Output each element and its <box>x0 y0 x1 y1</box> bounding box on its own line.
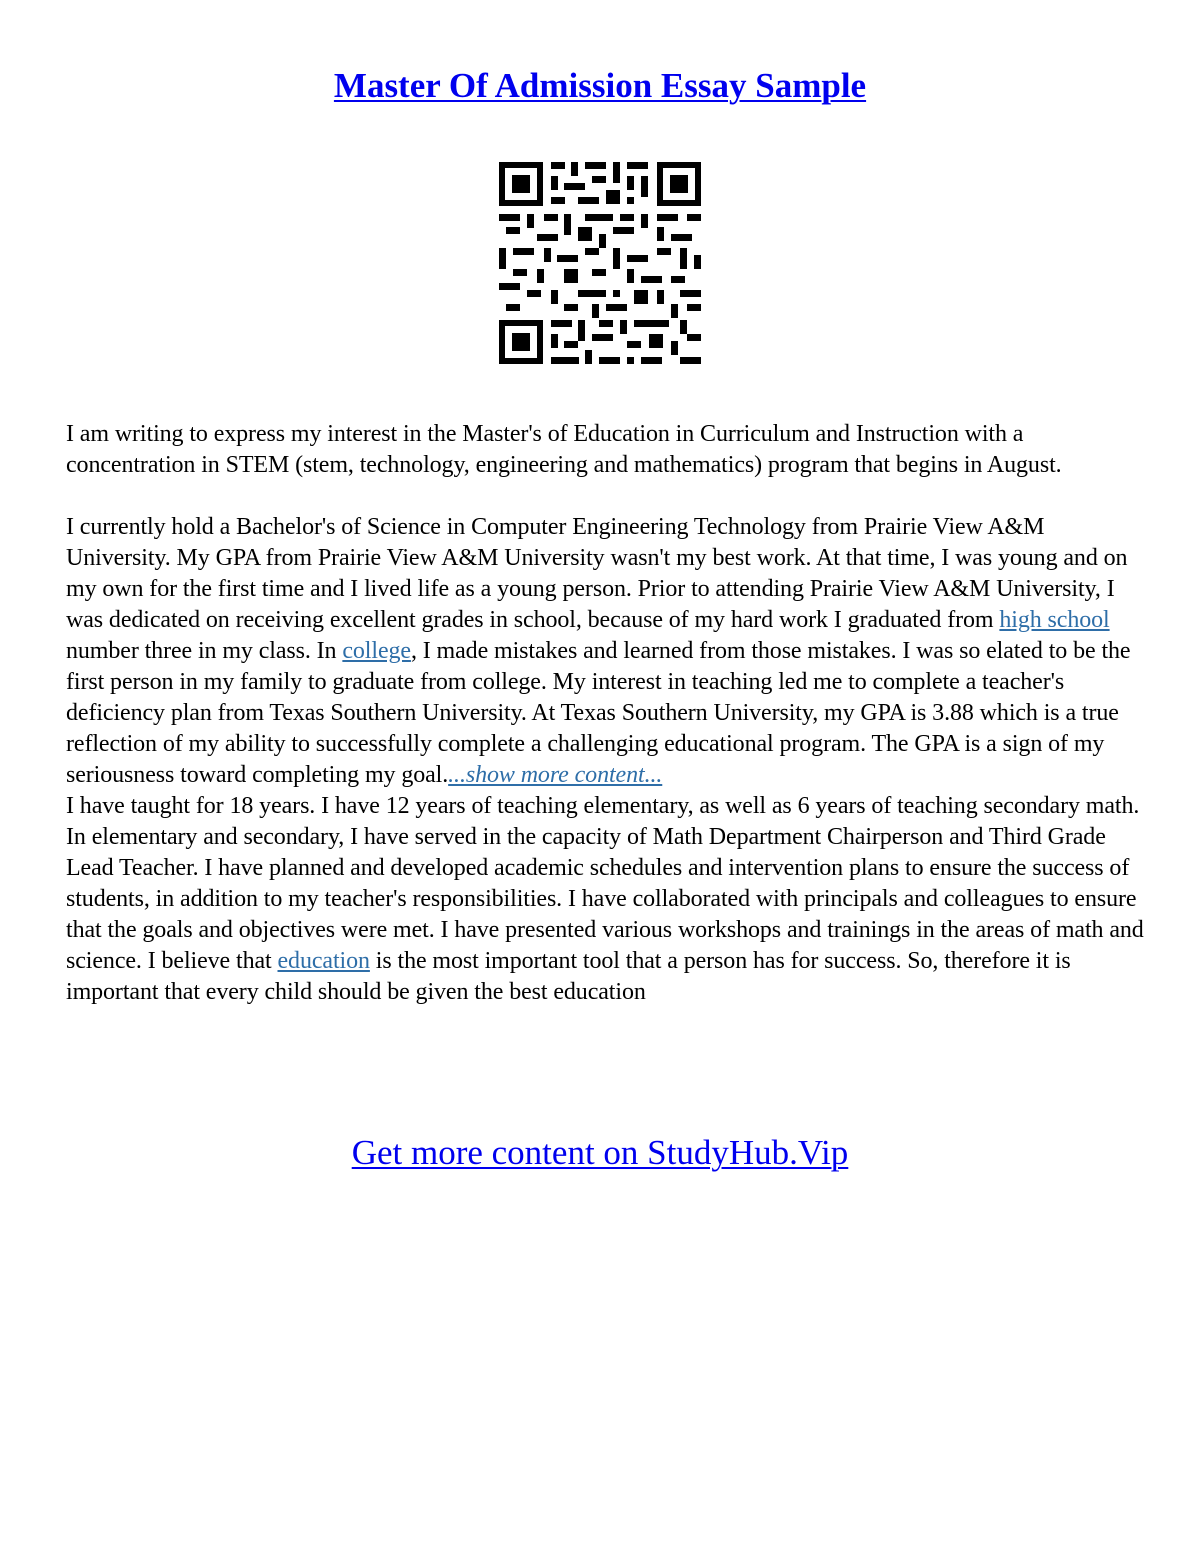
qr-code-icon <box>499 162 701 364</box>
page-title <box>0 62 1200 110</box>
footer <box>0 1131 1200 1175</box>
paragraph-text: number three in my class. In <box>66 638 343 664</box>
title-link[interactable]: Master Of Admission Essay Sample <box>333 66 867 105</box>
studyhub-link[interactable]: Get more content on StudyHub.Vip <box>351 1133 849 1172</box>
paragraph-text: I have taught for 18 years. I have 12 years of teaching elementary, as well as 6 years of teaching secondary math. In elementary and secondary, I have served in the capacity of Math Department Chairperson and Third Grade Lead Teacher. I have planned and developed academic schedules and intervention plans to ensure the success of students, in addition to my teacher's responsibilities. I have collaborated with principals and colleagues to ensure that the goals and objectives were met. I have presented various workshops and trainings in the areas of math and science. I believe that <box>66 793 1144 974</box>
college-link[interactable]: college <box>342 638 411 664</box>
paragraph-spacer <box>66 481 1146 512</box>
paragraph-text: I currently hold a Bachelor's of Science in Computer Engineering Technology from Prairie View A&M University. My GPA from Prairie View A&M University wasn't my best work. At that time, I was young and on my own for the first time and I lived life as a young person. Prior to attending Prairie View A&M University, I was dedicated on receiving excellent grades in school, because of my hard work I graduated from <box>66 514 1128 633</box>
education-link[interactable]: education <box>277 948 370 974</box>
high-school-link[interactable]: high school <box>999 607 1110 633</box>
paragraph-text: is the most important tool that a person has for success. So, therefore it is important that every child should be given the best education <box>66 948 1071 1005</box>
paragraph-intro: I am writing to express my interest in the Master's of Education in Curriculum and Instruction with a concentration in STEM (stem, technology, engineering and mathematics) program that begins in August. <box>66 421 1062 478</box>
essay-body <box>66 419 1146 1008</box>
show-more-content-link[interactable]: ...show more content... <box>448 762 663 788</box>
paragraph-teaching-experience <box>66 791 1146 1008</box>
paragraph-text: , I made mistakes and learned from those mistakes. I was so elated to be the first person in my family to graduate from college. My interest in teaching led me to complete a teacher's deficiency plan from Texas Southern University. At Texas Southern University, my GPA is 3.88 which is a true reflection of my ability to successfully complete a challenging educational program. The GPA is a sign of my seriousness toward completing my goal. <box>66 638 1131 788</box>
paragraph-education-background <box>66 512 1146 791</box>
